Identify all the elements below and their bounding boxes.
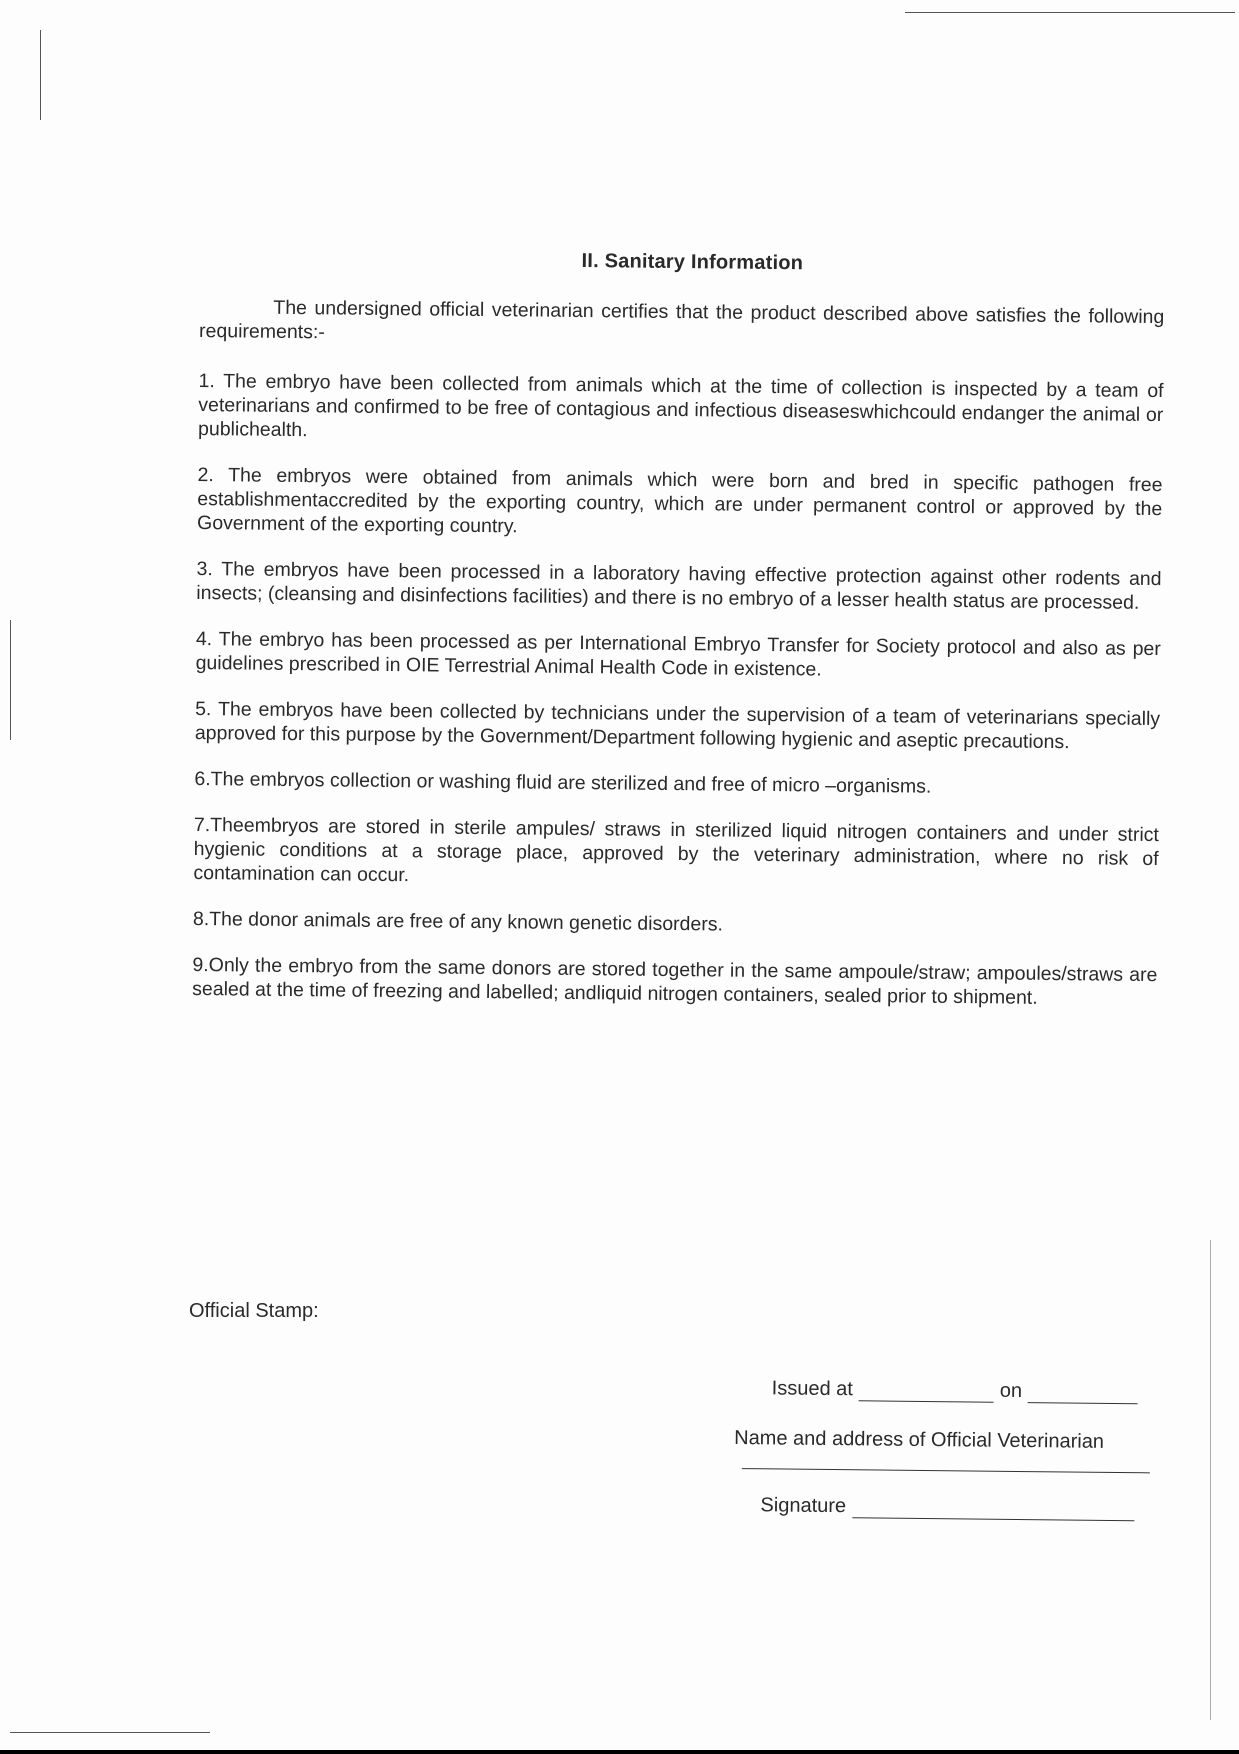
issued-at-blank [859,1382,994,1402]
requirement-item: 3. The embryos have been processed in a laboratory having effective protection against other rodents and insects; (cleansing and disinfections facilities) and there is no embryo of a lesser health status are processed. [196,557,1162,614]
scan-artifact-right [1210,1240,1211,1720]
date-blank [1028,1384,1138,1404]
requirement-item: 4. The embryo has been processed as per International Embryo Transfer for Society protocol and also as per guidelines prescribed in OIE Terrestrial Animal Health Code in existence. [195,627,1161,681]
requirement-item: 7.Theembryos are stored in sterile ampules/ straws in sterilized liquid nitrogen containers and under strict hygienic conditions at a storage place, approved by the veterinary administration, where no risk of contamination can occur. [193,813,1159,887]
signature-row [733,1477,1153,1521]
requirement-item: 5. The embryos have been collected by technicians under the supervision of a team of veterinarians specially approved for this purpose by the Government/Department following hygienic and aseptic precautions. [194,697,1161,754]
scan-artifact-left-lower [10,620,11,740]
scan-artifact-bottom [10,1732,210,1733]
vet-row [734,1410,1154,1454]
certificate-body [192,246,1165,1033]
section-title: II. Sanitary Information [581,249,804,275]
official-stamp-label: Official Stamp: [189,1300,319,1322]
intro-paragraph: The undersigned official veterinarian certifies that the product described above satisfies the following requirements:- [198,296,1165,344]
signature-label: Signature [760,1494,847,1518]
signature-block [733,1360,1155,1531]
issued-row [735,1360,1155,1404]
on-label: on [999,1379,1023,1403]
signature-blank [852,1499,1134,1521]
issued-at-label: Issued at [771,1377,853,1401]
vet-name-blank [742,1452,1150,1473]
scan-artifact-left [40,30,41,120]
requirement-item: 2. The embryos were obtained from animals which were born and bred in specific pathogen free establishmentaccredited by the exporting country, which are under permanent control or approved by the Government of the exporting country. [196,463,1163,538]
requirement-item: 8.The donor animals are free of any known genetic disorders. [192,907,724,936]
scan-edge-bar [0,1750,1239,1754]
vet-name-label: Name and address of Official Veterinarian [734,1426,1105,1453]
requirement-item: 6.The embryos collection or washing fluid are sterilized and free of micro –organisms. [194,767,932,798]
scan-artifact-top [905,12,1235,13]
requirement-item: 9.Only the embryo from the same donors are stored together in the same ampoule/straw; ampoules/straws are sealed at the time of freezing and labelled; andliquid nitrogen containers, sealed prior to shipment. [192,953,1158,1009]
requirement-item: 1. The embryo have been collected from animals which at the time of collection is inspected by a team of veterinarians and confirmed to be free of contagious and infectious diseaseswhichcould endanger the animal or publichealth. [197,369,1164,442]
